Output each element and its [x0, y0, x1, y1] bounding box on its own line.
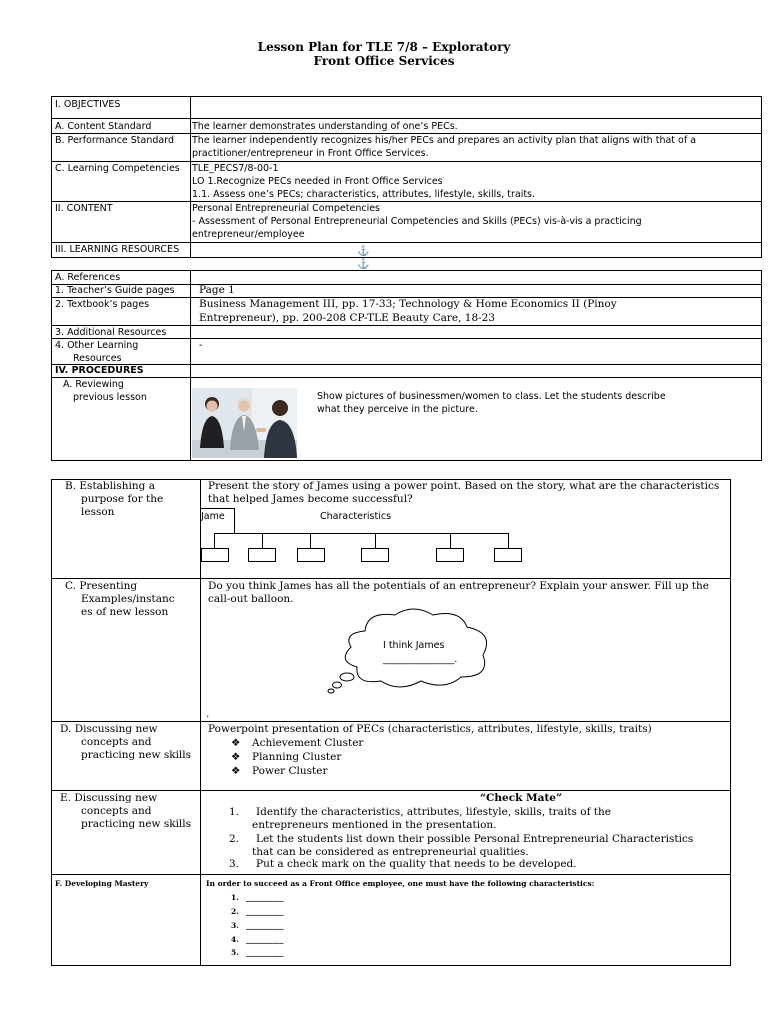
powerpoint-text: Powerpoint presentation of PECs (characteristics, attributes, lifestyle, skills, traits): [208, 723, 652, 735]
establishing-label: B. Establishing a: [65, 480, 155, 492]
anchor-icon: ⚓: [357, 259, 370, 270]
competencies-code: TLE_PECS7/8-00-1: [192, 163, 279, 174]
performance-standard-line1: The learner independently recognizes his/her PECs and prepares an activity plan that aligns with that of a: [192, 135, 697, 146]
discussing-d-label-2: concepts and: [81, 736, 152, 748]
establishing-text-line2: that helped James become successful?: [208, 493, 413, 505]
characteristic-box: [494, 548, 522, 562]
cluster-item: Power Cluster: [252, 765, 328, 777]
diagram-characteristics-label: Characteristics: [320, 511, 392, 522]
presenting-text-line2: call-out balloon.: [208, 593, 294, 605]
discussing-e-label-3: practicing new skills: [81, 818, 192, 830]
businesspeople-photo: [192, 388, 297, 458]
bullet-diamond-icon: ❖: [231, 765, 241, 777]
balloon-text-line1: I think James: [383, 640, 445, 651]
cluster-item: Achievement Cluster: [252, 737, 364, 749]
reviewing-label: A. Reviewing: [63, 379, 124, 390]
content-line3: entrepreneur/employee: [192, 229, 305, 240]
checkmate-item3-line1: Put a check mark on the quality that needs to be developed.: [256, 858, 577, 870]
performance-standard-label: B. Performance Standard: [55, 135, 174, 146]
cluster-item: Planning Cluster: [252, 751, 342, 763]
content-label: II. CONTENT: [55, 203, 113, 214]
discussing-e-label-2: concepts and: [81, 805, 152, 817]
developing-mastery-text: In order to succeed as a Front Office employee, one must have the following characteristics:: [206, 879, 595, 888]
checkmate-item1-line2: entrepreneurs mentioned in the presentation.: [252, 819, 497, 831]
textbook-label: 2. Textbook’s pages: [55, 299, 150, 310]
mastery-blank: __________: [246, 893, 284, 902]
other-resources-label: 4. Other Learning: [55, 340, 139, 351]
teachers-guide-label: 1. Teacher’s Guide pages: [55, 285, 175, 296]
competencies-lo: LO 1.Recognize PECs needed in Front Office Services: [192, 176, 443, 187]
references-label: A. References: [55, 272, 121, 283]
objectives-heading: I. OBJECTIVES: [55, 99, 121, 110]
developing-mastery-label: F. Developing Mastery: [55, 879, 149, 888]
item-number: 1.: [229, 806, 240, 818]
mastery-item-number: 4.: [231, 935, 239, 944]
mastery-blank: __________: [246, 935, 284, 944]
balloon-text-line2: _______________.: [383, 654, 458, 665]
mastery-item-number: 1.: [231, 893, 239, 902]
learning-competencies-label: C. Learning Competencies: [55, 163, 180, 174]
other-resources-label-2: Resources: [73, 353, 122, 364]
checkmate-item1-line1: Identify the characteristics, attributes, lifestyle, skills, traits of the: [256, 806, 611, 818]
discussing-d-label: D. Discussing new: [60, 723, 158, 735]
mastery-blank: __________: [246, 907, 284, 916]
reviewing-text-line2: what they perceive in the picture.: [317, 404, 478, 415]
textbook-line1: Business Management III, pp. 17-33; Technology & Home Economics II (Pinoy: [199, 298, 617, 310]
mastery-item-number: 3.: [231, 921, 239, 930]
presenting-label-3: es of new lesson: [81, 606, 169, 618]
mastery-item-number: 5.: [231, 948, 239, 957]
mastery-blank: __________: [246, 948, 284, 957]
characteristic-box: [297, 548, 325, 562]
presenting-label: C. Presenting: [65, 580, 138, 592]
bullet-diamond-icon: ❖: [231, 751, 241, 763]
discussing-e-label: E. Discussing new: [60, 792, 158, 804]
bullet-diamond-icon: ❖: [231, 737, 241, 749]
teachers-guide-value: Page 1: [199, 284, 235, 296]
presenting-label-2: Examples/instanc: [81, 593, 175, 605]
checkmate-item2-line1: Let the students list down their possible Personal Entrepreneurial Characteristics: [256, 833, 694, 845]
diagram-james-label: Jame: [201, 511, 225, 522]
procedures-heading: IV. PROCEDURES: [55, 365, 144, 376]
characteristic-box: [248, 548, 276, 562]
content-line1: Personal Entrepreneurial Competencies: [192, 203, 381, 214]
presenting-text-line1: Do you think James has all the potentials of an entrepreneur? Explain your answer. Fill up the: [208, 580, 709, 592]
characteristic-box: [436, 548, 464, 562]
discussing-d-label-3: practicing new skills: [81, 749, 192, 761]
document-subtitle: Front Office Services: [313, 54, 455, 68]
reviewing-text-line1: Show pictures of businessmen/women to class. Let the students describe: [317, 391, 666, 402]
textbook-line2: Entrepreneur), pp. 200-208 CP-TLE Beauty Care, 18-23: [199, 312, 496, 324]
reviewing-label-2: previous lesson: [73, 392, 147, 403]
content-standard-label: A. Content Standard: [55, 121, 152, 132]
competencies-assess: 1.1. Assess one’s PECs; characteristics, attributes, lifestyle, skills, traits.: [192, 189, 536, 200]
performance-standard-line2: practitioner/entrepreneur in Front Office Services.: [192, 148, 429, 159]
checkmate-item2-line2: that can be considered as entrepreneurial qualities.: [252, 846, 529, 858]
item-number: 3.: [229, 858, 240, 870]
content-standard-value: The learner demonstrates understanding of one’s PECs.: [192, 121, 458, 132]
anchor-icon: ⚓: [357, 246, 370, 257]
other-resources-value: -: [199, 340, 203, 351]
document-title: Lesson Plan for TLE 7/8 – Exploratory: [257, 40, 511, 54]
item-number: 2.: [229, 833, 240, 845]
presenting-dot: .: [206, 708, 210, 720]
learning-resources-label: III. LEARNING RESOURCES: [55, 244, 180, 255]
characteristic-box: [201, 548, 229, 562]
check-mate-title: “Check Mate”: [480, 792, 563, 804]
additional-resources-label: 3. Additional Resources: [55, 327, 167, 338]
establishing-label-2: purpose for the: [81, 493, 164, 505]
content-line2: - Assessment of Personal Entrepreneurial Competencies and Skills (PECs) vis-à-vis a practicing: [192, 216, 642, 227]
mastery-blank: __________: [246, 921, 284, 930]
characteristic-box: [361, 548, 389, 562]
establishing-label-3: lesson: [81, 506, 115, 518]
establishing-text-line1: Present the story of James using a power point. Based on the story, what are the characteristics: [208, 480, 720, 492]
mastery-item-number: 2.: [231, 907, 239, 916]
